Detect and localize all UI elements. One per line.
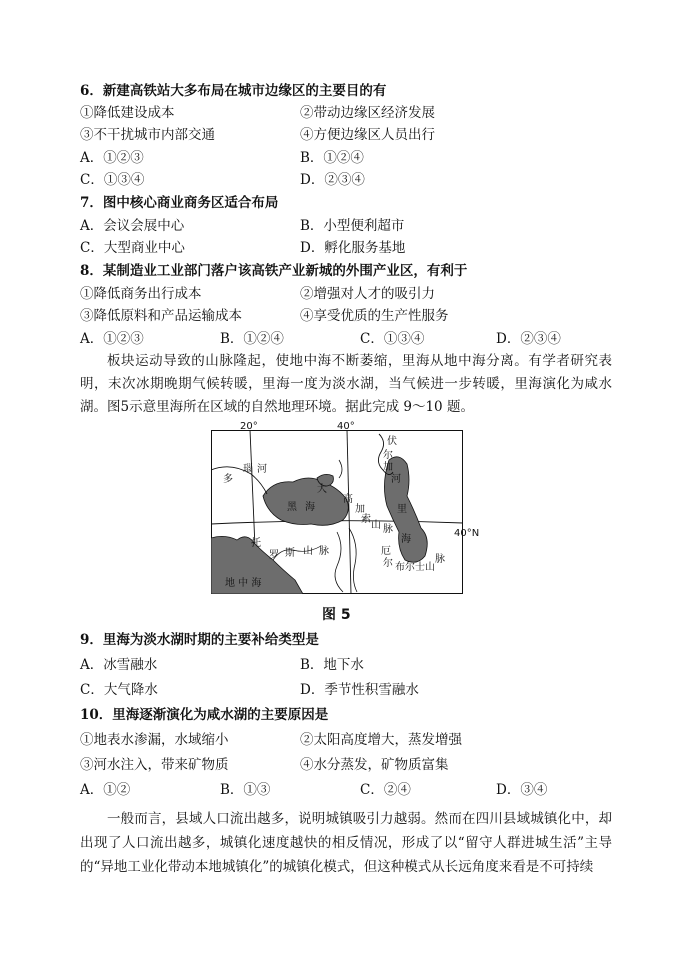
q8-option-4: ④享受优质的生产性服务 bbox=[300, 308, 449, 324]
label-mediterranean: 地 中 海 bbox=[225, 578, 262, 589]
q7-choice-a: A．会议会展中心 bbox=[80, 218, 185, 234]
label-caucasus-3: 加 bbox=[355, 504, 365, 515]
q8-choice-c: C．①③④ bbox=[360, 331, 425, 347]
q6-option-1: ①降低建设成本 bbox=[80, 105, 175, 121]
passage-urbanization: 一般而言，县域人口流出越多，说明城镇吸引力越弱。然而在四川县域城镇化中，却出现了人口流出越多，城镇化速度越快的相反情况，形成了以“留守人群进城生活”主导的“异地工业化带动本地城镇化”的城镇化模式，但这种模式从长远角度来看是不可持续 bbox=[80, 811, 612, 875]
label-elburz-2: 尔 bbox=[383, 558, 393, 569]
figure-caption: 图 5 bbox=[322, 607, 351, 623]
q8-choice-a: A．①②③ bbox=[80, 331, 144, 347]
label-taurus-5: 脉 bbox=[319, 546, 329, 557]
q8-stem: 8．某制造业工业部门落户该高铁产业新城的外围产业区，有利于 bbox=[80, 263, 468, 279]
q10-stem: 10．里海逐渐演化为咸水湖的主要原因是 bbox=[80, 707, 329, 723]
q7-choice-c: C．大型商业中心 bbox=[80, 240, 185, 256]
q6-option-2: ②带动边缘区经济发展 bbox=[300, 105, 435, 121]
label-taurus-3: 斯 bbox=[285, 548, 295, 559]
q10-option-1: ①地表水渗漏，水域缩小 bbox=[80, 732, 229, 748]
label-caucasus-1: 大 bbox=[317, 484, 327, 495]
label-caucasus-2: 高 bbox=[343, 494, 353, 505]
label-caucasus-6: 脉 bbox=[383, 524, 393, 535]
q10-option-3: ③河水注入，带来矿物质 bbox=[80, 757, 229, 773]
q6-option-4: ④方便边缘区人员出行 bbox=[300, 127, 435, 143]
q9-choice-b: B．地下水 bbox=[300, 657, 364, 673]
q6-option-3: ③不干扰城市内部交通 bbox=[80, 127, 215, 143]
q8-option-3: ③降低原料和产品运输成本 bbox=[80, 308, 242, 324]
label-danube-1: 多 bbox=[223, 474, 233, 485]
label-elburz-1: 厄 bbox=[381, 546, 391, 557]
q7-choice-d: D．孵化服务基地 bbox=[300, 240, 406, 256]
q10-choice-b: B．①③ bbox=[220, 782, 271, 798]
q7-stem: 7．图中核心商业商务区适合布局 bbox=[80, 195, 279, 211]
q6-choice-d: D．②③④ bbox=[300, 172, 365, 188]
label-volga-4: 河 bbox=[391, 474, 401, 485]
q7-choice-b: B．小型便利超市 bbox=[300, 218, 405, 234]
label-40n: 40°N bbox=[454, 528, 480, 539]
q9-choice-a: A．冰雪融水 bbox=[80, 657, 158, 673]
q8-choice-d: D．②③④ bbox=[496, 331, 561, 347]
q8-option-2: ②增强对人才的吸引力 bbox=[300, 286, 435, 302]
map-figure-5 bbox=[211, 420, 463, 594]
label-taurus-2: 罗 bbox=[269, 550, 279, 561]
q10-choice-c: C．②④ bbox=[360, 782, 411, 798]
q10-option-4: ④水分蒸发，矿物质富集 bbox=[300, 757, 449, 773]
q6-choice-a: A．①②③ bbox=[80, 150, 144, 166]
q10-choice-a: A．①② bbox=[80, 782, 131, 798]
label-taurus-4: 山 bbox=[303, 546, 313, 557]
q6-choice-b: B．①②④ bbox=[300, 150, 364, 166]
label-40-degree: 40° bbox=[337, 421, 355, 432]
q6-stem: 6．新建高铁站大多布局在城市边缘区的主要目的有 bbox=[80, 83, 387, 99]
q6-choice-c: C．①③④ bbox=[80, 172, 145, 188]
passage-caspian: 板块运动导致的山脉隆起，使地中海不断萎缩，里海从地中海分离。有学者研究表明，末次冰期晚期气候转暖，里海一度为淡水湖，当气候进一步转暖，里海演化为咸水湖。图5示意里海所在区域的自然地理环境。据此完成 9～10 题。 bbox=[80, 353, 612, 415]
label-taurus-1: 托 bbox=[251, 538, 261, 549]
label-volga-3: 加 bbox=[383, 462, 393, 473]
label-black-sea-2: 海 bbox=[305, 502, 315, 513]
q8-choice-b: B．①②④ bbox=[220, 331, 284, 347]
label-caucasus-4: 索 bbox=[361, 514, 371, 525]
q8-option-1: ①降低商务出行成本 bbox=[80, 286, 202, 302]
label-caspian-1: 里 bbox=[397, 504, 407, 515]
label-volga-2: 尔 bbox=[383, 450, 393, 461]
q10-option-2: ②太阳高度增大，蒸发增强 bbox=[300, 732, 462, 748]
label-black-sea-1: 黑 bbox=[287, 502, 297, 513]
label-elburz-4: 脉 bbox=[435, 554, 445, 565]
q9-stem: 9．里海为淡水湖时期的主要补给类型是 bbox=[80, 632, 319, 648]
caspian-region-map bbox=[211, 420, 463, 594]
label-volga-1: 伏 bbox=[387, 436, 397, 447]
q9-choice-d: D．季节性积雪融水 bbox=[300, 682, 419, 698]
q10-choice-d: D．③④ bbox=[496, 782, 548, 798]
label-elburz-3: 布尔士山 bbox=[395, 562, 435, 573]
label-danube-2: 瑙 bbox=[243, 464, 253, 475]
q9-choice-c: C．大气降水 bbox=[80, 682, 158, 698]
label-caspian-2: 海 bbox=[401, 534, 411, 545]
label-caucasus-5: 山 bbox=[371, 520, 381, 531]
label-20-degree: 20° bbox=[240, 421, 258, 432]
label-danube-3: 河 bbox=[257, 464, 267, 475]
